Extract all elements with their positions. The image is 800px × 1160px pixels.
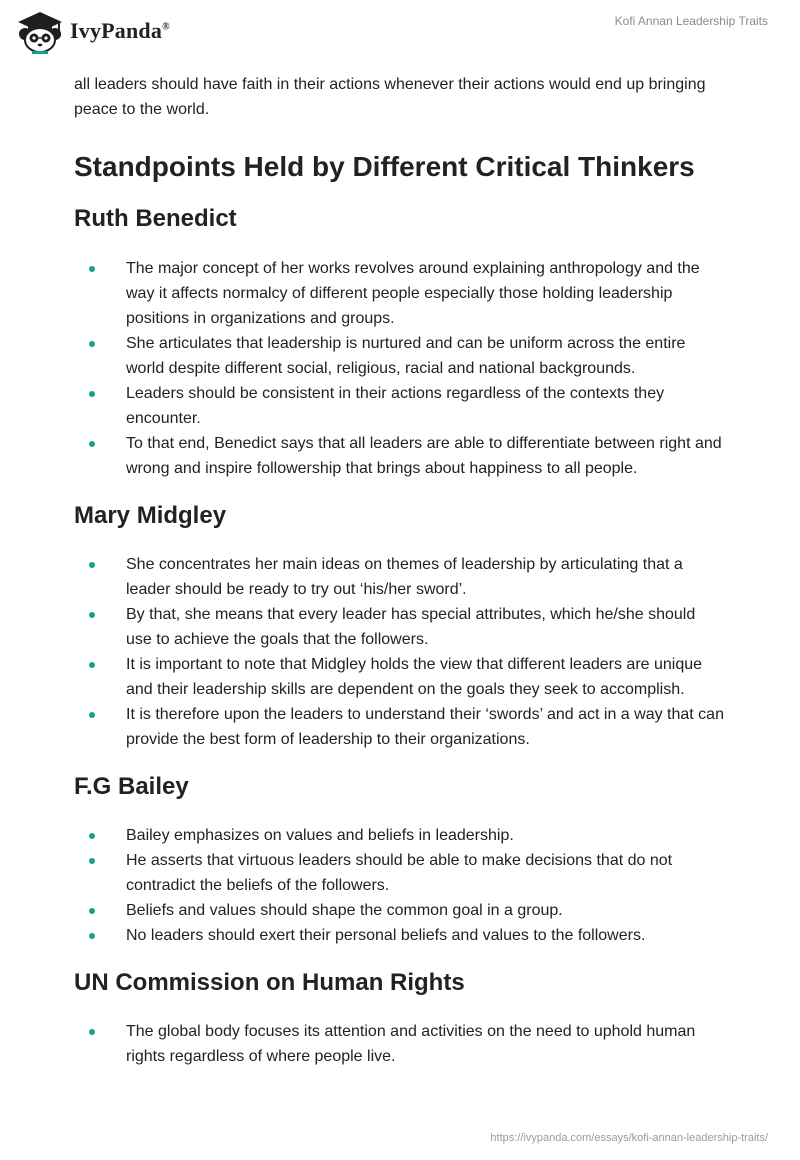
bullet-dot-icon xyxy=(89,391,95,397)
bullet-dot-icon xyxy=(89,933,95,939)
list-item-text: The major concept of her works revolves around explaining anthropology and the way it affects normalcy of different people especially those holding leadership positions in organizations and groups. xyxy=(126,260,700,327)
ivypanda-logo[interactable] xyxy=(14,8,170,54)
thinker-section-fg-bailey xyxy=(74,772,724,948)
list-item-text: The global body focuses its attention and activities on the need to uphold human rights regardless of where people live. xyxy=(126,1023,696,1065)
list-item xyxy=(74,1019,724,1069)
list-item-text: No leaders should exert their personal beliefs and values to the followers. xyxy=(126,927,646,944)
bullet-list xyxy=(74,823,724,948)
bullet-dot-icon xyxy=(89,662,95,668)
list-item-text: Leaders should be consistent in their actions regardless of the contexts they encounter. xyxy=(126,385,665,427)
lead-paragraph: all leaders should have faith in their actions whenever their actions would end up bringing peace to the world. xyxy=(74,76,706,118)
thinker-section-un-commission xyxy=(74,968,724,1069)
subheading: Mary Midgley xyxy=(74,502,227,529)
bullet-dot-icon xyxy=(89,833,95,839)
list-item xyxy=(74,898,724,923)
subheading: Ruth Benedict xyxy=(74,205,237,232)
subheading: UN Commission on Human Rights xyxy=(74,969,465,996)
bullet-dot-icon xyxy=(89,712,95,718)
list-item-text: Beliefs and values should shape the common goal in a group. xyxy=(126,902,563,919)
bullet-dot-icon xyxy=(89,441,95,447)
brand-name xyxy=(70,18,170,44)
thinker-section-ruth-benedict xyxy=(74,204,724,481)
thinker-section-mary-midgley xyxy=(74,501,724,752)
list-item-text: He asserts that virtuous leaders should be able to make decisions that do not contradict the beliefs of the followers. xyxy=(126,852,673,894)
list-item xyxy=(74,256,724,331)
bullet-dot-icon xyxy=(89,858,95,864)
list-item xyxy=(74,602,724,652)
list-item-text: It is therefore upon the leaders to understand their ‘swords’ and act in a way that can provide the best form of leadership to their organizations. xyxy=(126,706,724,748)
list-item-text: She articulates that leadership is nurtured and can be uniform across the entire world despite different social, religious, racial and national backgrounds. xyxy=(126,335,686,377)
list-item-text: To that end, Benedict says that all leaders are able to differentiate between right and wrong and inspire followership that brings about happiness to all people. xyxy=(126,435,722,477)
list-item xyxy=(74,331,724,381)
list-item xyxy=(74,552,724,602)
list-item xyxy=(74,823,724,848)
list-item-text: She concentrates her main ideas on themes of leadership by articulating that a leader should be ready to try out ‘his/her sword’. xyxy=(126,556,683,598)
list-item xyxy=(74,431,724,481)
registered-mark: ® xyxy=(162,21,170,33)
source-url-link[interactable]: https://ivypanda.com/essays/kofi-annan-leadership-traits/ xyxy=(490,1132,768,1144)
brand-text: IvyPanda xyxy=(70,18,163,43)
bullet-list xyxy=(74,256,724,481)
document-title: Kofi Annan Leadership Traits xyxy=(614,14,768,28)
section-heading: Standpoints Held by Different Critical Thinkers xyxy=(74,151,695,182)
bullet-dot-icon xyxy=(89,908,95,914)
bullet-dot-icon xyxy=(89,266,95,272)
panda-graduate-logo-icon xyxy=(14,8,66,54)
list-item xyxy=(74,381,724,431)
list-item xyxy=(74,923,724,948)
list-item-text: Bailey emphasizes on values and beliefs in leadership. xyxy=(126,827,514,844)
bullet-dot-icon xyxy=(89,341,95,347)
list-item xyxy=(74,848,724,898)
bullet-dot-icon xyxy=(89,1029,95,1035)
subheading: F.G Bailey xyxy=(74,773,189,800)
bullet-dot-icon xyxy=(89,562,95,568)
bullet-list xyxy=(74,1019,724,1069)
page-header xyxy=(0,0,800,70)
list-item xyxy=(74,702,724,752)
bullet-dot-icon xyxy=(89,612,95,618)
list-item-text: It is important to note that Midgley holds the view that different leaders are unique and their leadership skills are dependent on the goals they seek to accomplish. xyxy=(126,656,703,698)
list-item-text: By that, she means that every leader has special attributes, which he/she should use to achieve the goals that the followers. xyxy=(126,606,696,648)
list-item xyxy=(74,652,724,702)
essay-content xyxy=(74,72,724,1069)
bullet-list xyxy=(74,552,724,752)
